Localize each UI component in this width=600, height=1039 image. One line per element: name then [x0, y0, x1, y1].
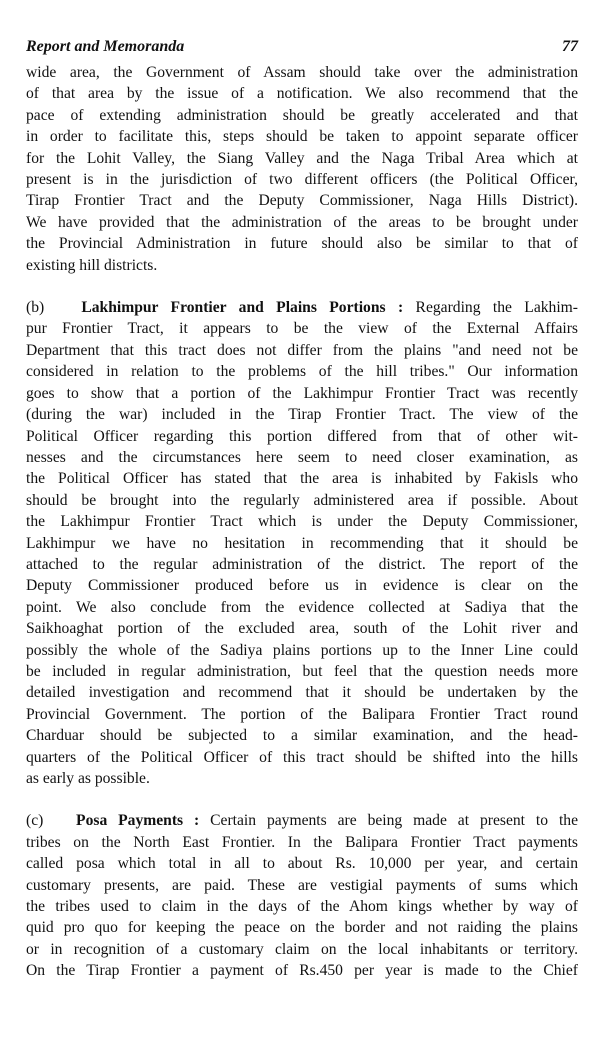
- paragraph-continuation: [26, 62, 578, 276]
- text-line: for the Lohit Valley, the Siang Valley and the Naga Tribal Area which at: [26, 149, 578, 167]
- text-line: pace of extending administration should be greatly accelerated and that: [26, 106, 578, 124]
- text-line: Lakhimpur we have no hesitation in recommending that it should be: [26, 534, 578, 552]
- section-c-paragraph: [26, 810, 578, 981]
- section-b-paragraph: [26, 297, 578, 789]
- paragraph-gap: [26, 276, 578, 297]
- text-line: the Political Officer has stated that the area is inhabited by Fakisls who: [26, 470, 578, 488]
- text-line: Department that this tract does not differ from the plains "and need not be: [26, 341, 578, 359]
- text-line: considered in relation to the problems of the hill tribes." Our information: [26, 363, 578, 381]
- section-heading: Lakhimpur Frontier and Plains Portions :: [81, 299, 404, 317]
- text-line: quarters of the Political Officer of this tract should be shifted into the hills: [26, 748, 578, 766]
- text-line: attached to the regular administration of the district. The report of the: [26, 555, 578, 573]
- text-line: wide area, the Government of Assam should take over the administration: [26, 64, 578, 81]
- text-line: point. We also conclude from the evidence collected at Sadiya that the: [26, 598, 578, 616]
- text-line: detailed investigation and recommend that it should be undertaken by the: [26, 684, 578, 702]
- text-line: be included in regular administration, but feel that the question needs more: [26, 662, 578, 680]
- text-run: Regarding the Lakhim-: [415, 299, 579, 317]
- text-line: We have provided that the administration of the areas to be brought under: [26, 213, 578, 231]
- text-line: tribes on the North East Frontier. In the Balipara Frontier Tract payments: [26, 833, 578, 851]
- text-line: called posa which total in all to about Rs. 10,000 per year, and certain: [26, 855, 578, 873]
- text-line: as early as possible.: [26, 770, 150, 787]
- text-line-first: [26, 297, 578, 318]
- text-line: possibly the whole of the Sadiya plains portions up to the Inner Line could: [26, 641, 578, 659]
- text-line: Political Officer regarding this portion differed from that of other wit-: [26, 427, 578, 445]
- text-line: Saikhoaghat portion of the excluded area, south of the Lohit river and: [26, 620, 578, 638]
- text-line: of that area by the issue of a notification. We also recommend that the: [26, 85, 578, 103]
- running-head-title: Report and Memoranda: [26, 38, 185, 55]
- text-line: Provincial Government. The portion of the Balipara Frontier Tract round: [26, 705, 578, 723]
- document-page: [26, 38, 578, 982]
- section-heading: Posa Payments :: [76, 812, 200, 830]
- text-line: in order to facilitate this, steps should be taken to appoint separate officer: [26, 128, 578, 146]
- running-head: [26, 38, 578, 62]
- text-line: or in recognition of a customary claim on the local inhabitants or territory.: [26, 940, 578, 958]
- text-line: present is in the jurisdiction of two different officers (the Political Officer,: [26, 171, 578, 189]
- text-line: nesses and the circumstances here seem to need closer examination, as: [26, 448, 578, 466]
- text-line: the Provincial Administration in future should also be similar to that of: [26, 235, 578, 253]
- text-line: customary presents, are paid. These are vestigial payments of sums which: [26, 876, 578, 894]
- text-line: existing hill districts.: [26, 256, 158, 274]
- text-line: the tribes used to claim in the days of the Ahom kings whether by way of: [26, 898, 578, 916]
- text-line: should be brought into the regularly administered area if possible. About: [26, 491, 578, 509]
- text-line: goes to show that a portion of the Lakhimpur Frontier Tract was recently: [26, 384, 578, 402]
- text-line: (during the war) included in the Tirap Frontier Tract. The view of the: [26, 406, 578, 424]
- page-number: 77: [562, 38, 578, 55]
- paragraph-gap: [26, 789, 578, 810]
- section-label: (c): [26, 812, 44, 830]
- text-line-first: [26, 810, 578, 831]
- text-line: Charduar should be subjected to a similar examination, and the head-: [26, 727, 578, 745]
- text-line: On the Tirap Frontier a payment of Rs.450 per year is made to the Chief: [26, 962, 578, 980]
- text-line: pur Frontier Tract, it appears to be the view of the External Affairs: [26, 320, 578, 338]
- section-label: (b): [26, 299, 45, 317]
- text-line: Tirap Frontier Tract and the Deputy Commissioner, Naga Hills District).: [26, 192, 578, 210]
- text-run: Certain payments are being made at present to the: [210, 812, 578, 830]
- text-line: quid pro quo for keeping the peace on the border and not raiding the plains: [26, 919, 578, 937]
- text-line: Deputy Commissioner produced before us in evidence is clear on the: [26, 577, 578, 595]
- text-line: the Lakhimpur Frontier Tract which is under the Deputy Commissioner,: [26, 513, 578, 531]
